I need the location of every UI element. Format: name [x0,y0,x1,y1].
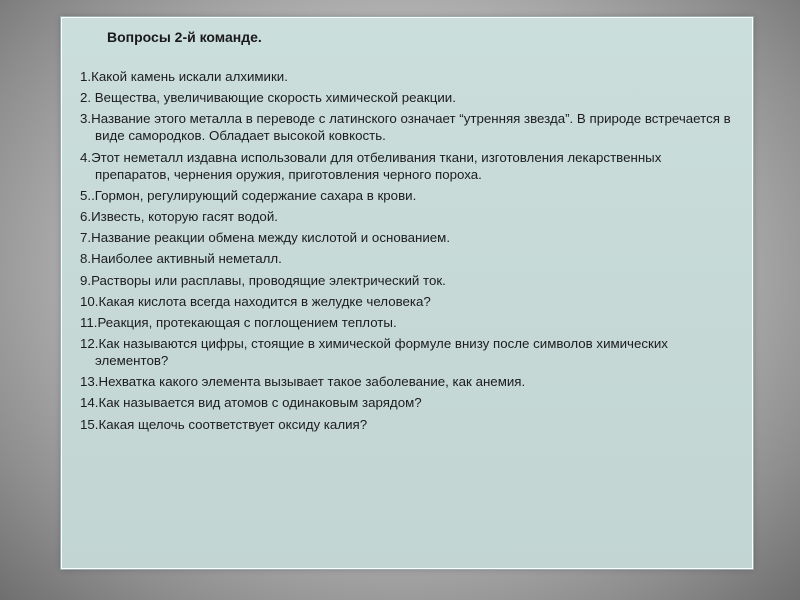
question-1: 1.Какой камень искали алхимики. [80,69,288,84]
question-3: 3.Название этого металла в переводе с латинского означает “утренняя звезда”. В природе встречается в виде самородков. Обладает высокой ковкость. [80,111,731,144]
question-10: 10.Какая кислота всегда находится в желудке человека? [80,293,431,309]
question-list [80,68,740,437]
question-2: 2. Вещества, увеличивающие скорость химической реакции. [80,90,456,106]
question-15: 15.Какая щелочь соответствует оксиду калия? [80,416,368,432]
question-9: 9.Растворы или расплавы, проводящие электрический ток. [80,272,446,288]
question-6: 6.Известь, которую гасят водой. [80,208,278,224]
question-7: 7.Название реакции обмена между кислотой и основанием. [80,230,451,246]
question-5: 5..Гормон, регулирующий содержание сахара в крови. [80,187,417,203]
question-11: 11.Реакция, протекающая с поглощением теплоты. [80,314,397,330]
question-8: 8.Наиболее активный неметалл. [80,251,282,267]
question-13: 13.Нехватка какого элемента вызывает такое заболевание, как анемия. [80,374,526,390]
question-14: 14.Как называется вид атомов с одинаковым зарядом? [80,395,422,411]
question-4: 4.Этот неметалл издавна использовали для отбеливания ткани, изготовления лекарственных препаратов, чернения оружия, приготовления черного пороха. [80,149,662,182]
question-12: 12.Как называются цифры, стоящие в химической формуле внизу после символов химических элементов? [80,336,668,369]
slide-title: Вопросы 2-й команде. [107,29,262,45]
